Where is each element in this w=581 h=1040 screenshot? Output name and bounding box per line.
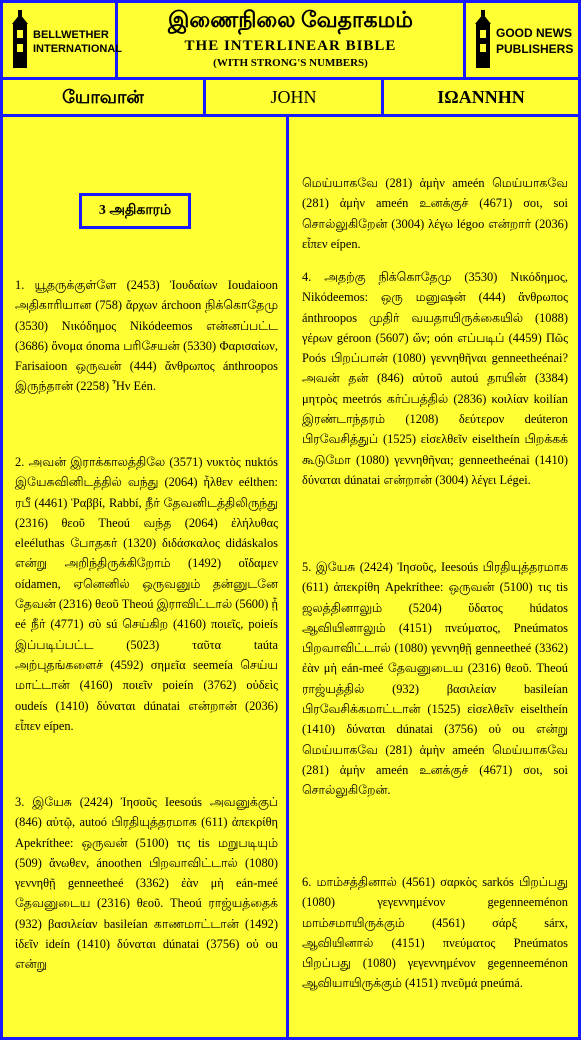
bellwether-logo (3, 3, 123, 77)
title-english: THE INTERLINEAR BIBLE (184, 38, 397, 54)
chapter-heading: 3 அதிகாரம் (79, 193, 191, 229)
verse-2: 2. அவன் இராக்காலத்திலே (3571) νυκτὸς nuktós இயேசுவினிடத்தில் வந்து (2064) ἦλθεν eélthen: ரபீ (4461) Ῥαββί, Rabbí, நீர் தேவனிடத்திலிருந்து (2316) θεοῦ Theoú வந்த (2064) ἐλήλυθας eleéluthas போதகர் (1320) διδάσκαλος didáskalos என்று அறிந்திருக்கிறோம் (1492) οἴδαμεν oídamen, ஏனெனில் ஒருவனும் தன்னுடனே தேவன் (2316) θεοῦ Theoú இராவிட்டால் (5600) ᾖ eé நீர் (4771) σὺ sú செய்கிற (4160) ποιεῖς, poieís இப்படிப்பட்ட (5023) ταῦτα taúta அற்புதங்களைச் (4592) σημεῖα seemeía செய்ய மாட்டான் (4160) ποιεῖν poieín (3762) οὐδεὶς oudeís (1410) δύναται dúnatai என்றான் (2036) εἶπεν eípen. (15, 455, 278, 733)
left-logo-line1: BELLWETHER (33, 29, 109, 41)
right-logo-line2: PUBLISHERS (496, 42, 574, 56)
book-name-bar (3, 80, 578, 117)
verse-1: 1. யூதருக்குள்ளே (2453) Ἰουδαίων Ioudaioon அதிகாரியான (758) ἄρχων árchoon நிக்கொதேமு (3530) Νικόδημος Nikódeemos என்னப்பட்ட (3686) ὄνομα ónoma பரிசேயன் (5330) Φαρισαίων, Farisaioon ஒருவன் (444) ἄνθρωπος ánthroopos இருந்தான் (2258) Ἦν Eén. (15, 278, 278, 394)
subtitle: (WITH STRONG'S NUMBERS) (213, 57, 368, 69)
right-column (292, 117, 578, 1037)
bell-tower-icon (472, 10, 494, 70)
title-tamil: இணைநிலை வேதாகமம் (168, 7, 413, 32)
book-name-tamil: யோவான் (3, 80, 206, 114)
book-name-english: JOHN (206, 80, 384, 114)
book-name-greek: ΙΩΑΝΝΗΝ (437, 87, 525, 107)
good-news-logo (463, 3, 578, 77)
page-header (3, 3, 578, 80)
verse-3-continued: மெய்யாகவே (281) ἀμὴν ameén மெய்யாகவே (281) ἀμὴν ameén உனக்குச் (4671) σοι, soi சொல்லுகிறேன் (3004) λέγω légoo என்றார் (2036) εἶπεν eípen. (302, 176, 568, 251)
left-logo-line2: INTERNATIONAL (33, 43, 123, 55)
verse-4: 4. அதற்கு நிக்கொதேமு (3530) Νικόδημος, Nikódeemos: ஒரு மனுஷன் (444) ἄνθρωπος ánthroopos முதிர் வயதாயிருக்கையில் (1088) γέρων géroon (5607) ὤν; oón எப்படிப் (4459) Πῶς Poós பிறப்பான் (1080) γεννηθῆναι genneetheénai? அவன் தன் (846) αὐτοῦ autoú தாயின் (3384) μητρὸς meetrós கர்ப்பத்தில் (2836) κοιλίαν koilían இரண்டாந்தரம் (1208) δεύτερον deúteron பிரவேசித்துப் (1525) εἰσελθεῖν eiseltheín பிறக்கக் கூடுமோ (1080) γεννηθῆναι; genneetheénai (1410) δύναται dúnatai என்றான் (3004) λέγει Légei. (302, 270, 568, 487)
right-logo-line1: GOOD NEWS (496, 26, 573, 40)
bell-tower-icon (9, 10, 31, 70)
verse-6: 6. மாம்சத்தினால் (4561) σαρκὸς sarkós பிறப்பது (1080) γεγεννημένον gegenneeménon மாம்சமாயிருக்கும் (4561) σάρξ sárx, ஆவியினால் (4151) πνεύματος Pneúmatos பிறப்பது (1080) γεγεννημένον gegenneeménon ஆவியாயிருக்கும் (4151) πνεῦμά pneúmá. (302, 875, 568, 991)
left-column (3, 117, 289, 1037)
title-block (118, 3, 463, 77)
verse-5: 5. இயேசு (2424) Ἰησοῦς, Ieesoús பிரதியுத்தரமாக (611) ἀπεκρίθη Apekríthee: ஒருவன் (5100) τις tis ஜலத்தினாலும் (5204) ὕδατος húdatos ஆவியினாலும் (4151) πνεύματος, Pneúmatos பிறவாவிட்டால் (1080) γεννηθῇ genneetheé (3362) ἐὰν μὴ eán-meé தேவனுடைய (2316) θεοῦ. Theoú ராஜ்யத்தில் (932) βασιλείαν basileían பிரவேசிக்கமாட்டான் (1525) εἰσελθεῖν eiseltheín (1410) δύναται dúnatai (3756) οὐ ou என்று மெய்யாகவே (281) ἀμὴν ameén மெய்யாகவே (281) ἀμὴν ameén உனக்குச் (4671) σοι, soi சொல்லுகிறேன். (302, 560, 568, 798)
verse-3: 3. இயேசு (2424) Ἰησοῦς Ieesoús அவனுக்குப் (846) αὐτῷ, autoó பிரதியுத்தரமாக (611) ἀπεκρίθη Apekríthee: ஒருவன் (5100) τις tis மறுபடியும் (509) ἄνωθεν, ánoothen பிறவாவிட்டால் (1080) γεννηθῇ genneetheé (3362) ἐὰν μὴ eán-meé தேவனுடைய (2316) θεοῦ. Theoú ராஜ்யத்தைக் (932) βασιλείαν basileían காணமாட்டான் (1492) ἰδεῖν ideín (1410) δύναται dúnatai (3756) οὐ ou என்று (15, 795, 278, 972)
